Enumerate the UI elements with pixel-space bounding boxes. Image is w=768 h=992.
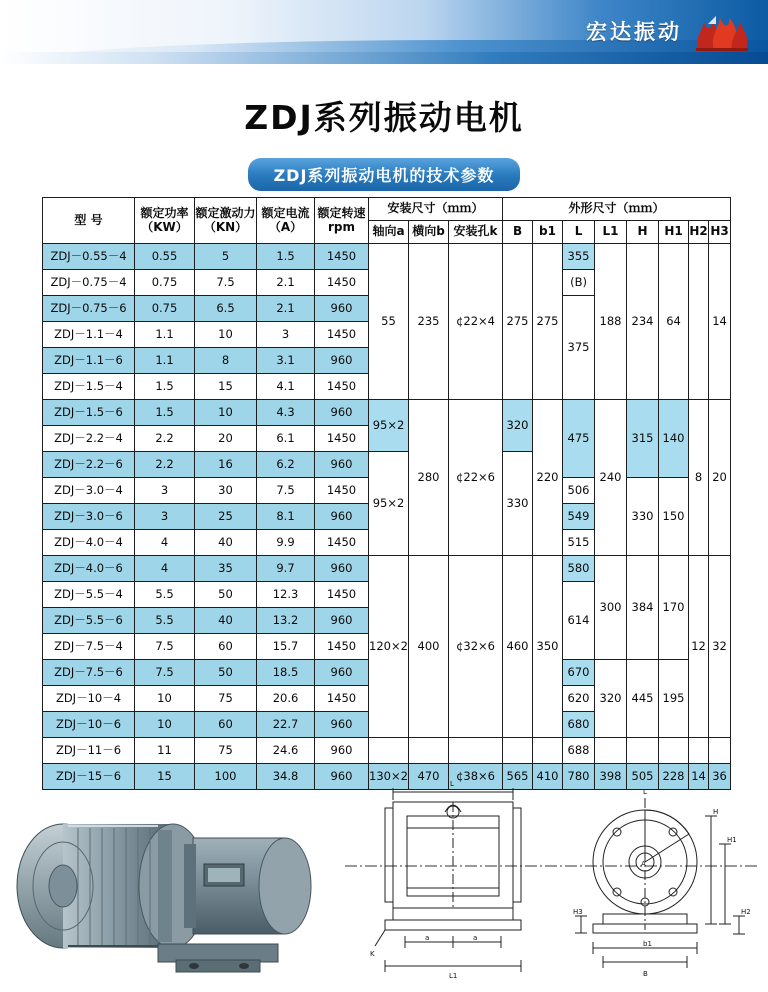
th-outline-group: 外形尺寸（ｍｍ） <box>503 198 731 221</box>
cell-current: 3.1 <box>257 348 315 374</box>
cell-L: (B) <box>563 270 595 296</box>
table-row <box>43 556 731 582</box>
cell-force: 8 <box>195 348 257 374</box>
cell-H1: 64 <box>659 244 689 400</box>
cell-L1: 398 <box>595 764 627 790</box>
cell-speed: 960 <box>315 452 369 478</box>
cell-H3: 32 <box>709 556 731 738</box>
cell-force: 100 <box>195 764 257 790</box>
cell-H2: 14 <box>689 764 709 790</box>
cell-current: 6.1 <box>257 426 315 452</box>
th-lateral-b: 横向b <box>409 221 449 244</box>
cell-H1: 195 <box>659 660 689 738</box>
cell-model: ZDJ－0.55－4 <box>43 244 135 270</box>
cell-current: 18.5 <box>257 660 315 686</box>
cell-L: 614 <box>563 582 595 660</box>
cell-b1 <box>533 738 563 764</box>
cell-speed: 1450 <box>315 244 369 270</box>
spec-table <box>42 197 731 790</box>
cell-current: 15.7 <box>257 634 315 660</box>
cell-H <box>627 738 659 764</box>
cell-current: 9.7 <box>257 556 315 582</box>
cell-model: ZDJ－3.0－4 <box>43 478 135 504</box>
cell-power: 4 <box>135 556 195 582</box>
cell-speed: 960 <box>315 400 369 426</box>
cell-H3: 20 <box>709 400 731 556</box>
cell-H: 315 <box>627 400 659 478</box>
cell-lateral-b <box>409 738 449 764</box>
cell-axial-a: 55 <box>369 244 409 400</box>
subtitle-container <box>0 158 768 191</box>
cell-axial-a: 130×2 <box>369 764 409 790</box>
cell-model: ZDJ－1.5－6 <box>43 400 135 426</box>
cell-L: 549 <box>563 504 595 530</box>
cell-L: 475 <box>563 400 595 478</box>
cell-H1: 140 <box>659 400 689 478</box>
cell-model: ZDJ－0.75－6 <box>43 296 135 322</box>
cell-force: 25 <box>195 504 257 530</box>
cell-current: 2.1 <box>257 296 315 322</box>
cell-L1 <box>595 738 627 764</box>
cell-H: 505 <box>627 764 659 790</box>
cell-B: 330 <box>503 452 533 556</box>
cell-H3 <box>709 738 731 764</box>
cell-force: 75 <box>195 738 257 764</box>
th-hole-k: 安装孔k <box>449 221 503 244</box>
svg-text:H1: H1 <box>727 836 737 844</box>
cell-model: ZDJ－2.2－6 <box>43 452 135 478</box>
cell-B: 320 <box>503 400 533 452</box>
cell-L: 580 <box>563 556 595 582</box>
cell-H2 <box>689 244 709 400</box>
cell-L: 780 <box>563 764 595 790</box>
cell-speed: 1450 <box>315 426 369 452</box>
cell-force: 35 <box>195 556 257 582</box>
cell-model: ZDJ－4.0－6 <box>43 556 135 582</box>
cell-L1: 188 <box>595 244 627 400</box>
table-row <box>43 400 731 426</box>
cell-current: 20.6 <box>257 686 315 712</box>
cell-current: 4.1 <box>257 374 315 400</box>
cell-speed: 960 <box>315 348 369 374</box>
cell-power: 11 <box>135 738 195 764</box>
cell-model: ZDJ－5.5－6 <box>43 608 135 634</box>
cell-power: 0.75 <box>135 270 195 296</box>
cell-H: 330 <box>627 478 659 556</box>
cell-b1: 410 <box>533 764 563 790</box>
cell-power: 2.2 <box>135 452 195 478</box>
svg-text:L1: L1 <box>449 972 458 980</box>
cell-force: 60 <box>195 712 257 738</box>
cell-force: 16 <box>195 452 257 478</box>
banner-swoosh-lower <box>0 52 768 64</box>
cell-current: 34.8 <box>257 764 315 790</box>
cell-model: ZDJ－1.1－6 <box>43 348 135 374</box>
cell-model: ZDJ－5.5－4 <box>43 582 135 608</box>
cell-force: 15 <box>195 374 257 400</box>
cell-power: 3 <box>135 504 195 530</box>
th-L: L <box>563 221 595 244</box>
cell-B: 460 <box>503 556 533 738</box>
cell-model: ZDJ－4.0－4 <box>43 530 135 556</box>
svg-text:A: A <box>641 860 646 868</box>
cell-H3: 14 <box>709 244 731 400</box>
cell-force: 75 <box>195 686 257 712</box>
cell-L: 375 <box>563 296 595 400</box>
cell-b1: 275 <box>533 244 563 400</box>
cell-L: 680 <box>563 712 595 738</box>
cell-speed: 1450 <box>315 322 369 348</box>
cell-power: 15 <box>135 764 195 790</box>
cell-lateral-b: 280 <box>409 400 449 556</box>
cell-force: 10 <box>195 322 257 348</box>
cell-model: ZDJ－1.5－4 <box>43 374 135 400</box>
th-power: 额定功率 （KW） <box>135 198 195 244</box>
cell-power: 7.5 <box>135 634 195 660</box>
cell-model: ZDJ－2.2－4 <box>43 426 135 452</box>
cell-current: 1.5 <box>257 244 315 270</box>
th-B: B <box>503 221 533 244</box>
th-mounting-group: 安装尺寸（ｍｍ） <box>369 198 503 221</box>
cell-power: 10 <box>135 712 195 738</box>
cell-lateral-b: 400 <box>409 556 449 738</box>
vibration-motor-photo <box>8 778 338 983</box>
cell-H1: 228 <box>659 764 689 790</box>
th-model: 型 号 <box>43 198 135 244</box>
cell-force: 10 <box>195 400 257 426</box>
cell-model: ZDJ－11－6 <box>43 738 135 764</box>
cell-current: 13.2 <box>257 608 315 634</box>
cell-H: 445 <box>627 660 659 738</box>
cell-force: 30 <box>195 478 257 504</box>
cell-speed: 1450 <box>315 270 369 296</box>
cell-speed: 1450 <box>315 478 369 504</box>
cell-axial-a: 95×2 <box>369 400 409 452</box>
th-L1: L1 <box>595 221 627 244</box>
cell-L: 620 <box>563 686 595 712</box>
svg-text:K: K <box>370 950 375 958</box>
cell-power: 3 <box>135 478 195 504</box>
subtitle-badge: ZDJ系列振动电机的技术参数 <box>248 158 521 191</box>
th-H2: H2 <box>689 221 709 244</box>
cell-H1: 150 <box>659 478 689 556</box>
th-axial-a: 轴向a <box>369 221 409 244</box>
cell-current: 24.6 <box>257 738 315 764</box>
cell-L1: 300 <box>595 556 627 660</box>
cell-H2: 8 <box>689 400 709 556</box>
cell-power: 7.5 <box>135 660 195 686</box>
cell-force: 5 <box>195 244 257 270</box>
cell-current: 6.2 <box>257 452 315 478</box>
cell-power: 5.5 <box>135 582 195 608</box>
cell-power: 5.5 <box>135 608 195 634</box>
table-row <box>43 738 731 764</box>
cell-hole-k: ¢22×4 <box>449 244 503 400</box>
cell-current: 12.3 <box>257 582 315 608</box>
cell-power: 1.1 <box>135 348 195 374</box>
table-row <box>43 244 731 270</box>
svg-text:L: L <box>450 780 454 788</box>
cell-model: ZDJ－10－6 <box>43 712 135 738</box>
cell-force: 20 <box>195 426 257 452</box>
cell-B: 565 <box>503 764 533 790</box>
cell-current: 9.9 <box>257 530 315 556</box>
cell-current: 2.1 <box>257 270 315 296</box>
th-force: 额定激动力 （KN） <box>195 198 257 244</box>
cell-force: 40 <box>195 608 257 634</box>
cell-power: 1.5 <box>135 400 195 426</box>
cell-current: 22.7 <box>257 712 315 738</box>
cell-H2: 12 <box>689 556 709 738</box>
svg-text:b1: b1 <box>643 940 652 948</box>
svg-text:B: B <box>643 970 648 978</box>
cell-speed: 960 <box>315 296 369 322</box>
cell-model: ZDJ－0.75－4 <box>43 270 135 296</box>
th-H3: H3 <box>709 221 731 244</box>
cell-current: 8.1 <box>257 504 315 530</box>
page-title: ZDJ系列振动电机 <box>244 98 524 137</box>
cell-speed: 960 <box>315 660 369 686</box>
cell-H: 384 <box>627 556 659 660</box>
cell-lateral-b: 235 <box>409 244 449 400</box>
cell-speed: 1450 <box>315 582 369 608</box>
cell-speed: 960 <box>315 764 369 790</box>
cell-H2 <box>689 738 709 764</box>
cell-force: 7.5 <box>195 270 257 296</box>
svg-text:H: H <box>713 808 719 816</box>
cell-speed: 1450 <box>315 374 369 400</box>
cell-L: 506 <box>563 478 595 504</box>
cell-model: ZDJ－7.5－6 <box>43 660 135 686</box>
cell-L1: 320 <box>595 660 627 738</box>
cell-power: 4 <box>135 530 195 556</box>
cell-L: 688 <box>563 738 595 764</box>
cell-axial-a: 120×2 <box>369 556 409 738</box>
cell-L: 670 <box>563 660 595 686</box>
cell-L1: 240 <box>595 400 627 556</box>
cell-b1: 350 <box>533 556 563 738</box>
flame-logo-icon <box>688 4 754 54</box>
cell-H1: 170 <box>659 556 689 660</box>
cell-H1 <box>659 738 689 764</box>
th-H: H <box>627 221 659 244</box>
th-b1: b1 <box>533 221 563 244</box>
cell-b1: 220 <box>533 400 563 556</box>
cell-B: 275 <box>503 244 533 400</box>
svg-text:L: L <box>643 788 647 796</box>
cell-power: 0.75 <box>135 296 195 322</box>
cell-current: 7.5 <box>257 478 315 504</box>
cell-L: 515 <box>563 530 595 556</box>
cell-power: 0.55 <box>135 244 195 270</box>
cell-current: 3 <box>257 322 315 348</box>
cell-speed: 960 <box>315 738 369 764</box>
cell-current: 4.3 <box>257 400 315 426</box>
cell-force: 50 <box>195 660 257 686</box>
cell-axial-a: 95×2 <box>369 452 409 556</box>
cell-speed: 960 <box>315 556 369 582</box>
cell-force: 40 <box>195 530 257 556</box>
cell-model: ZDJ－7.5－4 <box>43 634 135 660</box>
svg-text:H3: H3 <box>573 908 583 916</box>
cell-speed: 960 <box>315 608 369 634</box>
cell-power: 10 <box>135 686 195 712</box>
th-H1: H1 <box>659 221 689 244</box>
page-header-banner <box>0 0 768 64</box>
cell-power: 2.2 <box>135 426 195 452</box>
cell-hole-k: ¢38×6 <box>449 764 503 790</box>
brand-name: 宏达振动 <box>586 20 682 44</box>
th-current: 额定电流 （A） <box>257 198 315 244</box>
cell-force: 6.5 <box>195 296 257 322</box>
cell-speed: 1450 <box>315 686 369 712</box>
th-speed: 额定转速 rpm <box>315 198 369 244</box>
cell-lateral-b: 470 <box>409 764 449 790</box>
cell-H: 234 <box>627 244 659 400</box>
cell-B <box>503 738 533 764</box>
cell-hole-k <box>449 738 503 764</box>
svg-text:H2: H2 <box>741 908 751 916</box>
cell-model: ZDJ－10－4 <box>43 686 135 712</box>
cell-model: ZDJ－15－6 <box>43 764 135 790</box>
cell-hole-k: ¢22×6 <box>449 400 503 556</box>
cell-speed: 960 <box>315 504 369 530</box>
cell-hole-k: ¢32×6 <box>449 556 503 738</box>
cell-power: 1.1 <box>135 322 195 348</box>
spec-table-container <box>42 197 729 790</box>
cell-L: 355 <box>563 244 595 270</box>
cell-H3: 36 <box>709 764 731 790</box>
cell-axial-a <box>369 738 409 764</box>
cell-model: ZDJ－3.0－6 <box>43 504 135 530</box>
cell-power: 1.5 <box>135 374 195 400</box>
cell-speed: 1450 <box>315 634 369 660</box>
cell-force: 50 <box>195 582 257 608</box>
cell-force: 60 <box>195 634 257 660</box>
svg-text:a: a <box>425 934 430 942</box>
cell-speed: 960 <box>315 712 369 738</box>
svg-text:a: a <box>473 934 478 942</box>
cell-speed: 1450 <box>315 530 369 556</box>
dimension-drawings <box>345 770 760 985</box>
cell-model: ZDJ－1.1－4 <box>43 322 135 348</box>
